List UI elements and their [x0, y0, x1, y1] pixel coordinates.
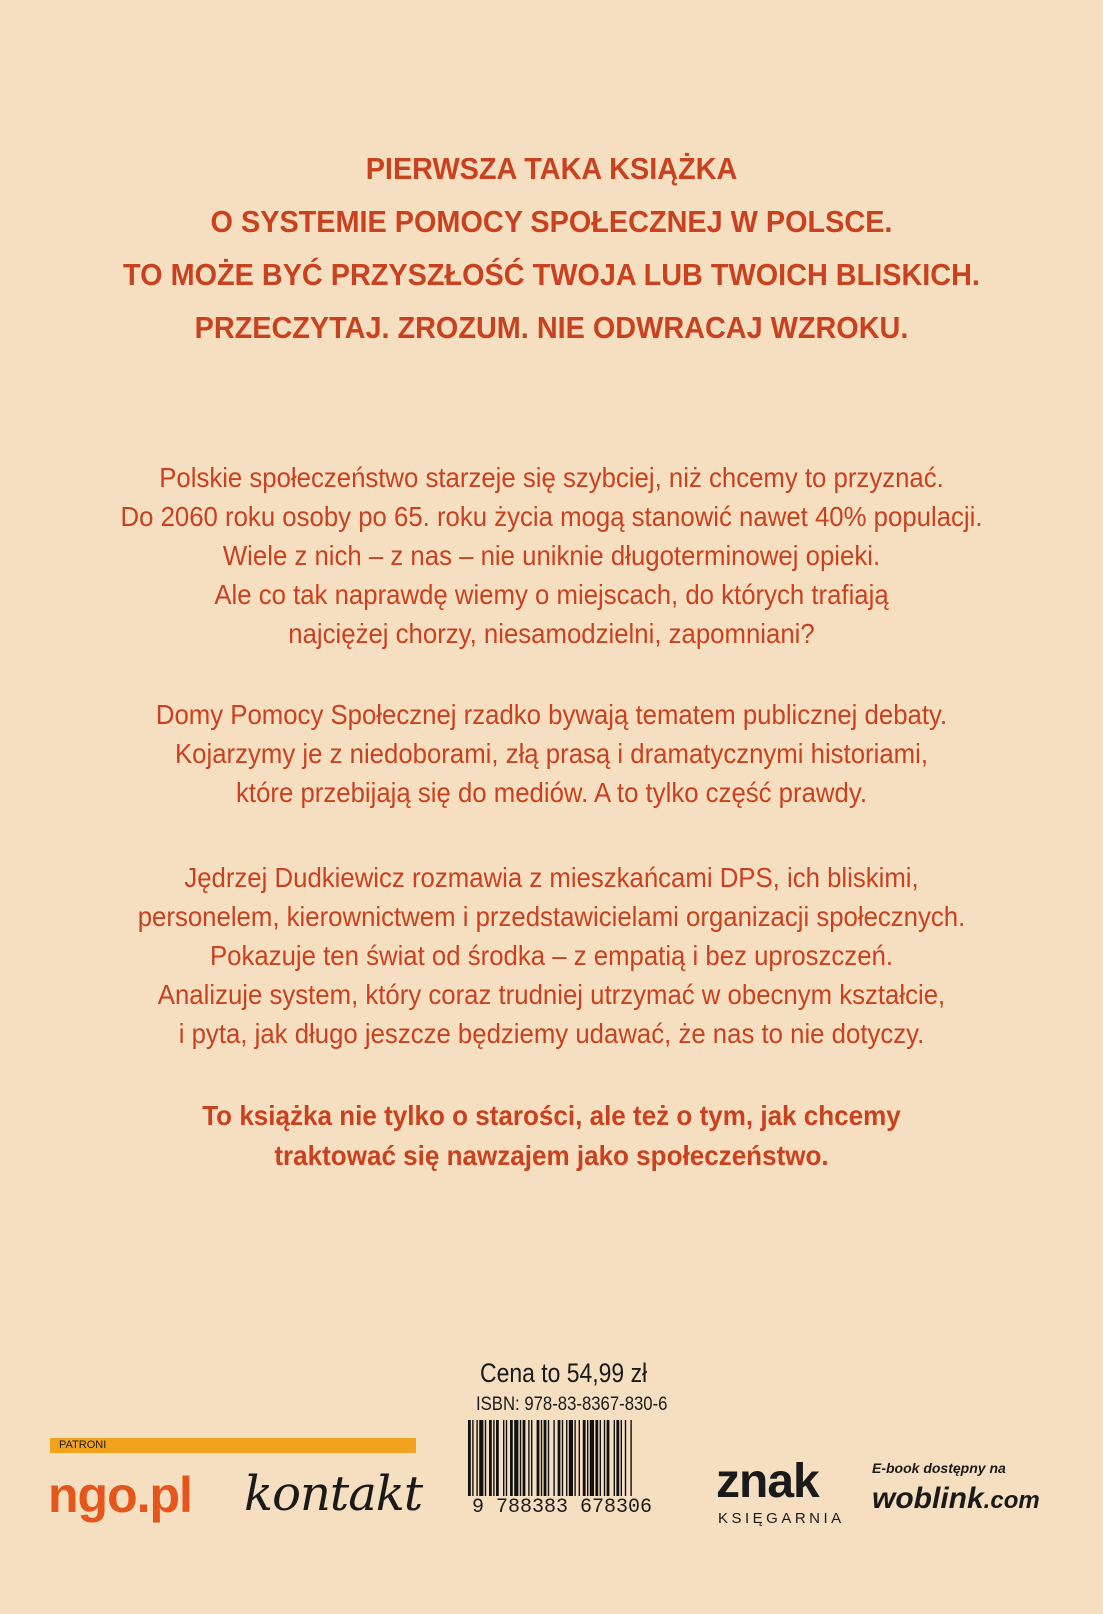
paragraph-line: i pyta, jak długo jeszcze będziemy udawać, że nas to nie dotyczy.	[178, 1018, 925, 1049]
barcode-bar	[503, 1420, 504, 1496]
closing-statement	[39, 1096, 1065, 1176]
barcode-bar	[630, 1420, 631, 1496]
barcode-bars	[468, 1420, 686, 1496]
barcode-bar	[528, 1420, 529, 1496]
headline-line: TO MOŻE BYĆ PRZYSZŁOŚĆ TWOJA LUB TWOICH BLISKICH.	[123, 257, 980, 292]
barcode-bar	[621, 1420, 622, 1496]
barcode-bar	[496, 1420, 499, 1496]
barcode-bar	[600, 1420, 601, 1496]
kontakt-logo: kontakt	[244, 1466, 423, 1522]
headline-line: PRZECZYTAJ. ZROZUM. NIE ODWRACAJ WZROKU.	[194, 310, 909, 345]
headline-line: PIERWSZA TAKA KSIĄŻKA	[365, 151, 738, 186]
paragraph-line: Domy Pomocy Społecznej rzadko bywają tematem publicznej debaty.	[155, 699, 948, 730]
paragraph-line: Ale co tak naprawdę wiemy o miejscach, do których trafiają	[214, 579, 889, 610]
barcode	[468, 1420, 686, 1501]
paragraph-line: Wiele z nich – z nas – nie uniknie długoterminowej opieki.	[222, 540, 881, 571]
barcode-number: 9 788383 678306	[472, 1496, 653, 1519]
paragraph-line: które przebijają się do mediów. A to tylko część prawdy.	[236, 777, 867, 808]
woblink-logo	[872, 1482, 1040, 1516]
barcode-bar	[506, 1420, 507, 1496]
patroni-label: PATRONI	[59, 1439, 107, 1451]
barcode-bar	[493, 1420, 494, 1496]
barcode-bar	[566, 1420, 567, 1496]
barcode-bar	[616, 1420, 619, 1496]
paragraph-3	[44, 858, 1059, 1053]
paragraph-1	[44, 458, 1059, 653]
barcode-bar	[558, 1420, 561, 1496]
barcode-bar	[562, 1420, 563, 1496]
barcode-bar	[468, 1420, 471, 1496]
barcode-bar	[625, 1420, 626, 1496]
barcode-bar	[510, 1420, 513, 1496]
barcode-bar	[579, 1420, 580, 1496]
barcode-bar	[553, 1420, 554, 1496]
barcode-bar	[587, 1420, 588, 1496]
barcode-bar	[569, 1420, 573, 1496]
paragraph-line: najciężej chorzy, niesamodzielni, zapomniani?	[288, 618, 815, 649]
barcode-bar	[604, 1420, 605, 1496]
barcode-bar	[523, 1420, 526, 1496]
headline	[39, 142, 1065, 354]
znak-logo: znak	[716, 1455, 819, 1508]
paragraph-line: Kojarzymy je z niedoborami, złą prasą i dramatycznymi historiami,	[174, 738, 929, 769]
closing-line: To książka nie tylko o starości, ale też o tym, jak chcemy	[202, 1100, 901, 1131]
barcode-bar	[489, 1420, 492, 1496]
barcode-bar	[472, 1420, 473, 1496]
paragraph-line: Analizuje system, który coraz trudniej utrzymać w obecnym kształcie,	[157, 979, 946, 1010]
barcode-bar	[614, 1420, 615, 1496]
barcode-bar	[476, 1420, 477, 1496]
barcode-bar	[574, 1420, 575, 1496]
barcode-bar	[595, 1420, 598, 1496]
ngo-logo: ngo.pl	[48, 1467, 192, 1523]
headline-line: O SYSTEMIE POMOCY SPOŁECZNEJ W POLSCE.	[210, 204, 893, 239]
barcode-bar	[590, 1420, 594, 1496]
ebook-note: E-book dostępny na	[872, 1460, 1006, 1476]
barcode-bar	[607, 1420, 610, 1496]
paragraph-2	[44, 695, 1059, 812]
barcode-bar	[520, 1420, 521, 1496]
barcode-bar	[479, 1420, 483, 1496]
ksiegarnia-label: KSIĘGARNIA	[718, 1510, 845, 1527]
paragraph-line: Pokazuje ten świat od środka – z empatią i bez uproszczeń.	[209, 940, 894, 971]
barcode-bar	[537, 1420, 540, 1496]
paragraph-line: Polskie społeczeństwo starzeje się szybciej, niż chcemy to przyznać.	[159, 462, 944, 493]
woblink-name: woblink	[872, 1482, 984, 1515]
barcode-bar	[541, 1420, 542, 1496]
paragraph-line: personelem, kierownictwem i przedstawicielami organizacji społecznych.	[137, 901, 966, 932]
paragraph-line: Jędrzej Dudkiewicz rozmawia z mieszkańcami DPS, ich bliskimi,	[184, 862, 919, 893]
closing-line: traktować się nawzajem jako społeczeństwo.	[274, 1140, 829, 1171]
isbn-label: ISBN: 978-83-8367-830-6	[476, 1394, 668, 1415]
woblink-tld: .com	[983, 1487, 1040, 1514]
barcode-bar	[485, 1420, 486, 1496]
barcode-bar	[544, 1420, 547, 1496]
price-label: Cena to 54,99 zł	[480, 1358, 648, 1388]
barcode-bar	[514, 1420, 518, 1496]
barcode-bar	[548, 1420, 549, 1496]
paragraph-line: Do 2060 roku osoby po 65. roku życia mogą stanowić nawet 40% populacji.	[120, 501, 983, 532]
barcode-bar	[531, 1420, 532, 1496]
barcode-bar	[583, 1420, 586, 1496]
